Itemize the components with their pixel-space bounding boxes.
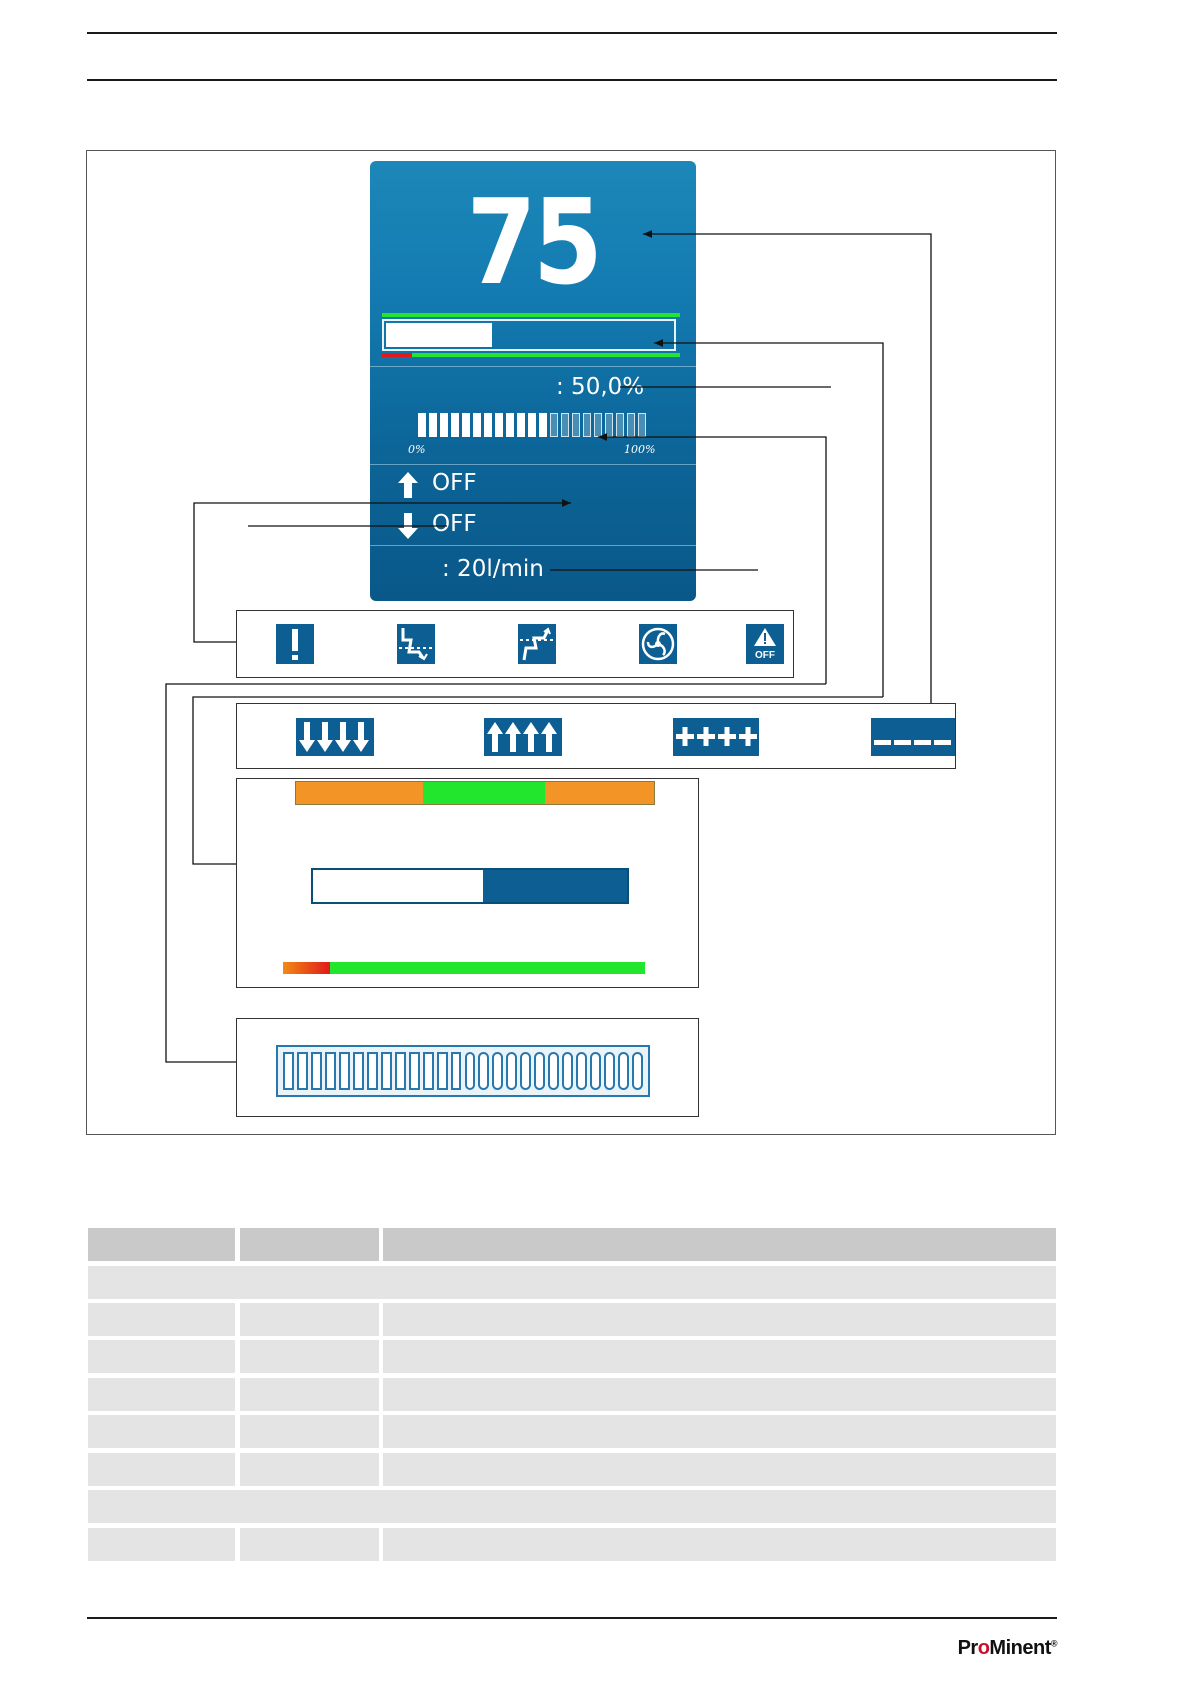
table-cell (240, 1528, 379, 1561)
table-header-row (88, 1228, 1056, 1261)
minus-signs-icon (871, 718, 955, 756)
table-row (88, 1340, 1056, 1373)
segment-bar-example (276, 1045, 650, 1097)
segment (283, 1052, 294, 1090)
table-cell (88, 1528, 235, 1561)
table-row (88, 1378, 1056, 1411)
table-cell (383, 1228, 1056, 1261)
table-row (88, 1415, 1056, 1448)
table-cell (240, 1415, 379, 1448)
status-icons-box (236, 610, 794, 678)
segment (395, 1052, 406, 1090)
table-row (88, 1303, 1056, 1336)
segment (562, 1052, 573, 1090)
table-cell (383, 1303, 1056, 1336)
segment (465, 1052, 476, 1090)
alarm-off-icon (746, 624, 784, 664)
segment (409, 1052, 420, 1090)
segment (604, 1052, 615, 1090)
pump-icon (639, 624, 677, 664)
segment (353, 1052, 364, 1090)
segment (576, 1052, 587, 1090)
table-cell (240, 1340, 379, 1373)
lower-limit-bar (283, 962, 645, 974)
segment (451, 1052, 462, 1090)
arrows-up-icon (484, 718, 562, 756)
table-cell (88, 1266, 1056, 1299)
falling-signal-icon (397, 624, 435, 664)
table-cell (383, 1415, 1056, 1448)
table-cell (383, 1453, 1056, 1486)
segment (339, 1052, 350, 1090)
measured-value: 75 (466, 173, 600, 311)
relay-down-status: OFF (432, 511, 477, 537)
footer-rule (87, 1617, 1057, 1619)
segment (506, 1052, 517, 1090)
segment (492, 1052, 503, 1090)
lower-limit-red (283, 962, 330, 974)
table-row (88, 1453, 1056, 1486)
scale-max-label: 100% (624, 443, 656, 456)
flow-readout: : 20l/min (442, 556, 544, 582)
segment (297, 1052, 308, 1090)
table-row (88, 1528, 1056, 1561)
table-cell (383, 1528, 1056, 1561)
percent-readout: : 50,0% (556, 374, 645, 400)
table-row (88, 1266, 1056, 1299)
arrows-down-icon (296, 718, 374, 756)
table-cell (240, 1228, 379, 1261)
prominent-logo: ProMinent® (957, 1637, 1057, 1659)
table-cell (383, 1378, 1056, 1411)
table-cell (240, 1378, 379, 1411)
table-cell (88, 1228, 235, 1261)
warning-exclamation-icon (276, 624, 314, 664)
value-bar (311, 868, 629, 904)
table-cell (88, 1303, 235, 1336)
segment (534, 1052, 545, 1090)
plus-signs-icon (673, 718, 759, 756)
value-bar-fill (313, 870, 483, 902)
table-row (88, 1490, 1056, 1523)
segment (367, 1052, 378, 1090)
table-cell (88, 1340, 235, 1373)
trend-icons-box (236, 703, 956, 769)
segment (590, 1052, 601, 1090)
table-cell (383, 1340, 1056, 1373)
table-cell (88, 1378, 235, 1411)
segment (632, 1052, 643, 1090)
segment (437, 1052, 448, 1090)
segment (548, 1052, 559, 1090)
table-cell (240, 1303, 379, 1336)
table-cell (88, 1415, 235, 1448)
table-cell (240, 1453, 379, 1486)
bar-examples-box (236, 778, 699, 988)
segment (520, 1052, 531, 1090)
segment (618, 1052, 629, 1090)
relay-up-status: OFF (432, 470, 477, 496)
table-cell (88, 1453, 235, 1486)
segment (423, 1052, 434, 1090)
alarm-off-label: OFF (755, 650, 775, 661)
scale-min-label: 0% (408, 443, 426, 456)
limit-range-bar (295, 781, 655, 805)
segment (325, 1052, 336, 1090)
rising-signal-icon (518, 624, 556, 664)
segment (311, 1052, 322, 1090)
segment (381, 1052, 392, 1090)
table-cell (88, 1490, 1056, 1523)
segment-bar-example-box (236, 1018, 699, 1117)
segment (478, 1052, 489, 1090)
